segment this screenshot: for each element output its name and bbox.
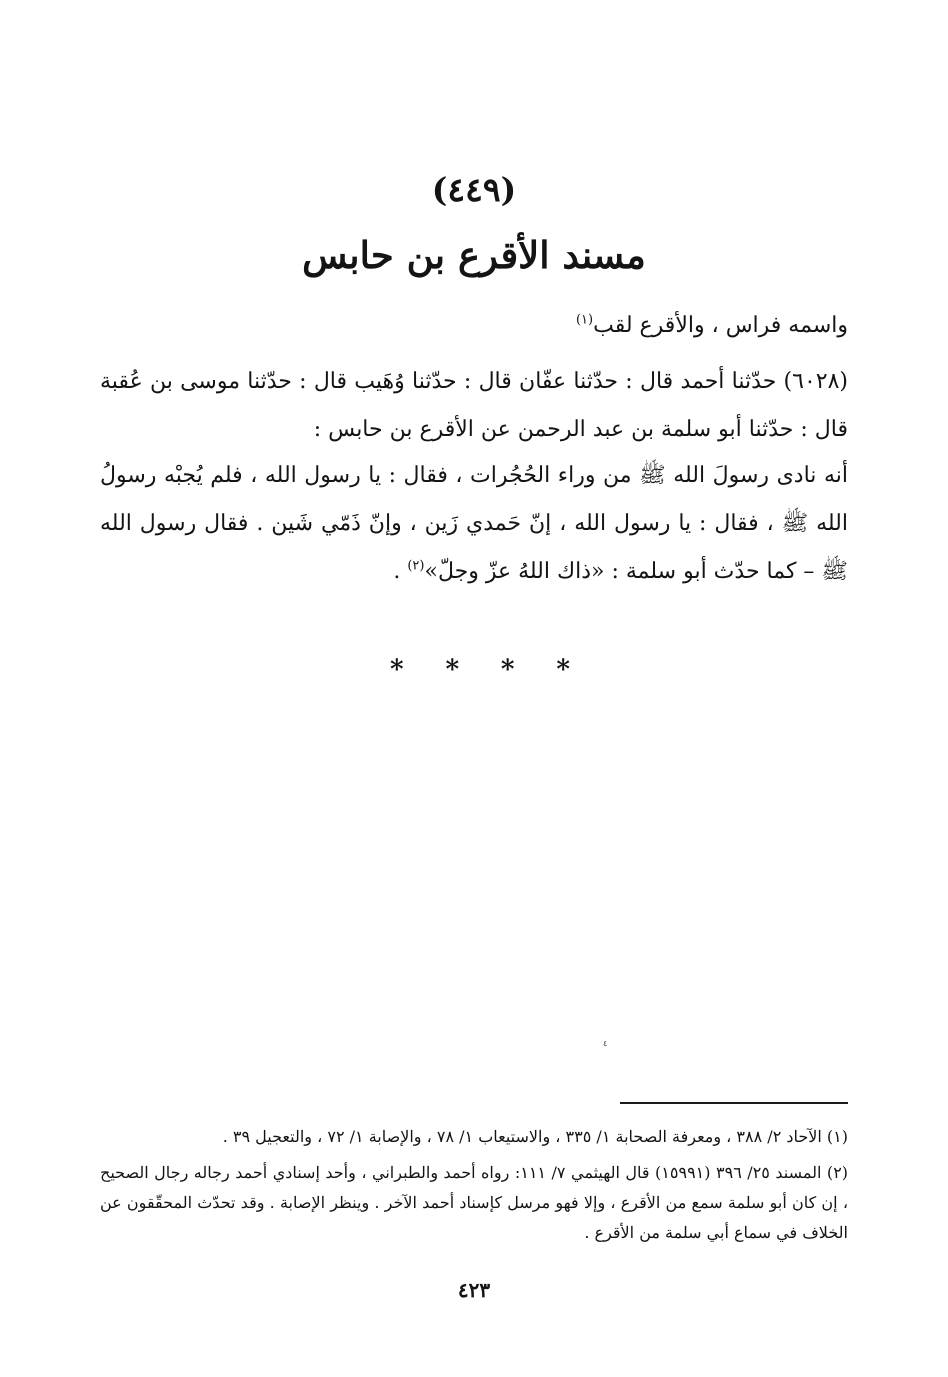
footnote-ref-1: (١): [575, 312, 594, 328]
hadith-matn: [100, 452, 848, 596]
footnote-1: (١) الآحاد ٢/ ٣٨٨ ، ومعرفة الصحابة ١/ ٣٣٥ ، والاستيعاب ١/ ٧٨ ، والإصابة ١/ ٧٢ ، والتعجيل ٣٩ .: [222, 1127, 848, 1146]
hadith-matn-text: أنه نادى رسولَ الله ﷺ من وراء الحُجُرات ، فقال : يا رسول الله ، فلم يُجبْه رسولُ الله ﷺ ، فقال : يا رسول الله ، إنّ حَمدي زَين ، وإنّ ذَمّي شَين . فقال رسول الله ﷺ – كما حدّث أبو سلمة : «ذاك اللهُ عزّ وجلّ»: [100, 463, 848, 584]
separator-star: *: [500, 655, 515, 685]
separator-stars: [390, 650, 570, 690]
section-title: مسند الأقرع بن حابس: [302, 233, 646, 277]
footnote-2: (٢) المسند ٢٥/ ٣٩٦ (١٥٩٩١) قال الهيثمي ٧/ ١١١: رواه أحمد والطبراني ، وأحد إسنادي أحمد رجاله رجال الصحيح ، إن كان أبو سلمة سمع من الأقرع ، وإلا فهو مرسل كإسناد أحمد الآخر . وينظر الإصابة . وقد تحدّث المحقّقون عن الخلاف في سماع أبي سلمة من الأقرع .: [100, 1163, 849, 1242]
page-number: ٤٢٣: [457, 1278, 491, 1302]
separator-star: *: [445, 655, 460, 685]
name-line: [100, 302, 848, 350]
stray-mark: ٤: [603, 1039, 608, 1048]
name-line-text: واسمه فراس ، والأقرع لقب: [593, 313, 848, 338]
hadith-isnad: (٦٠٢٨) حدّثنا أحمد قال : حدّثنا عفّان قال : حدّثنا وُهَيب قال : حدّثنا موسى بن عُقبة قال : حدّثنا أبو سلمة بن عبد الرحمن عن الأقرع بن حابس :: [100, 369, 848, 442]
separator-star: *: [556, 655, 570, 685]
separator-star: *: [390, 655, 404, 685]
hadith-matn-end: .: [393, 559, 408, 584]
section-number: (٤٤٩): [431, 170, 517, 209]
footnote-rule: [620, 1102, 848, 1104]
footnote-ref-2: (٢): [407, 558, 425, 574]
